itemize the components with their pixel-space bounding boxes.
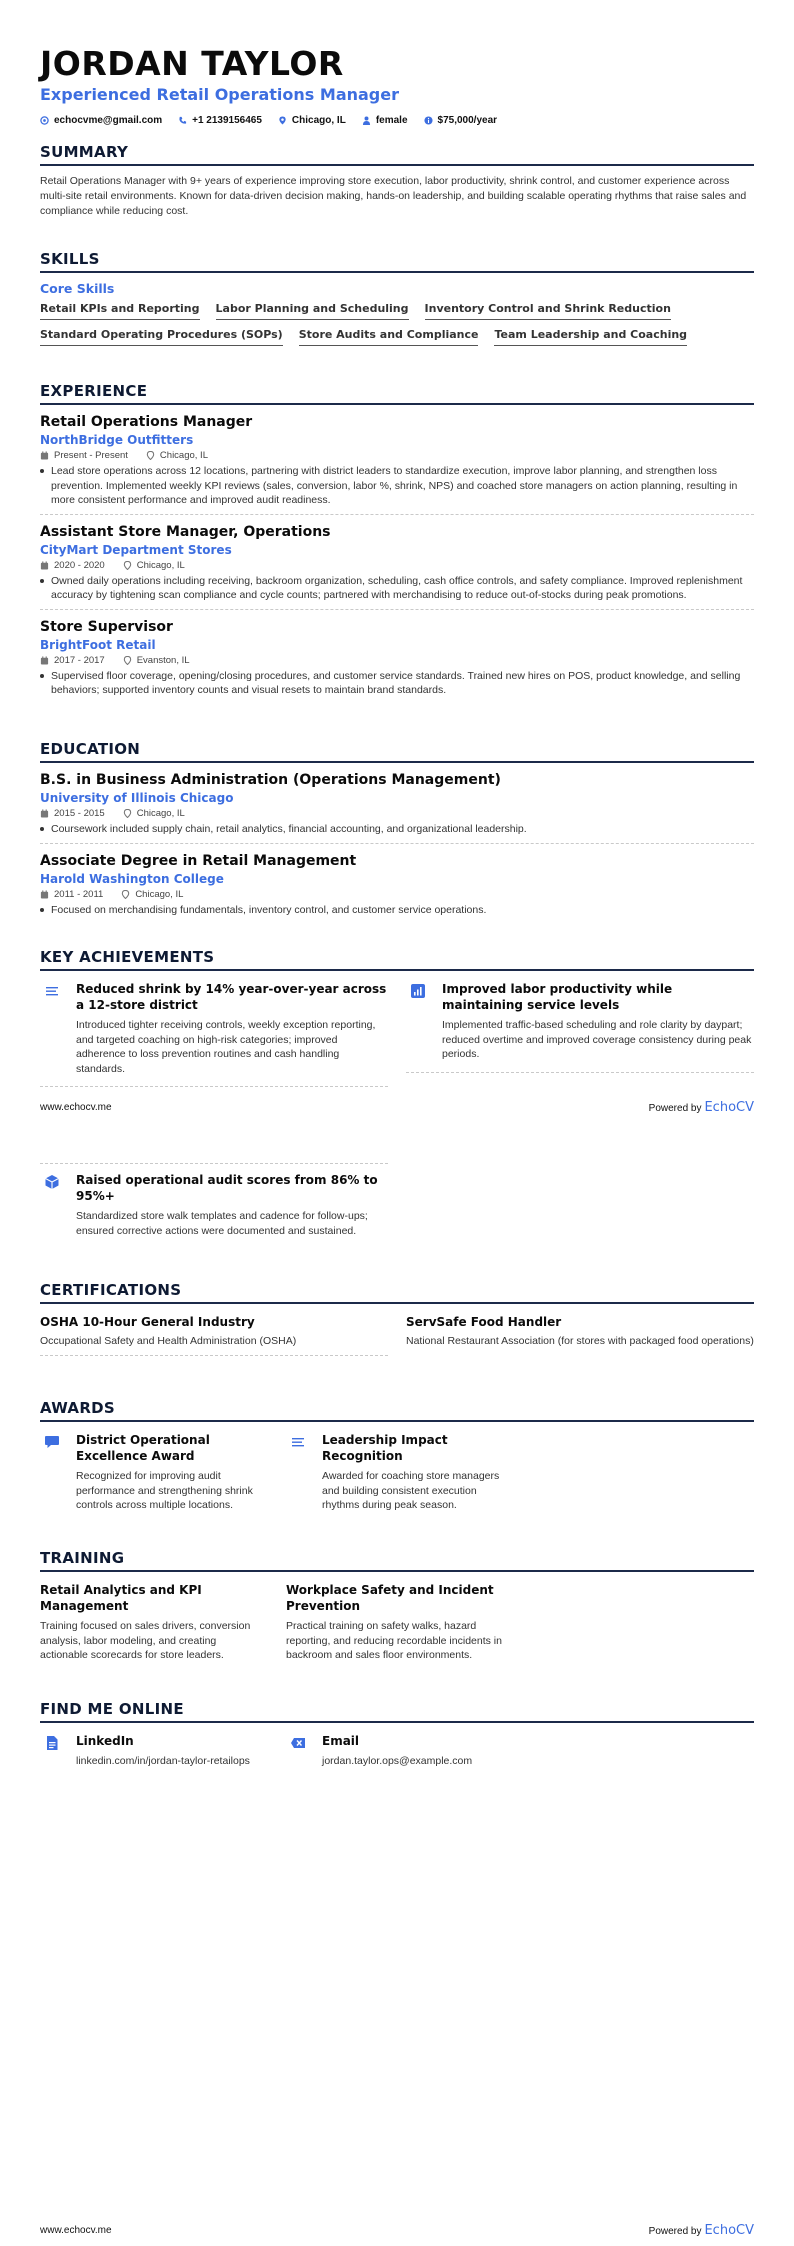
- contact-email-value: echocvme@gmail.com: [54, 114, 163, 126]
- achievement-title: Improved labor productivity while maintaining service levels: [442, 982, 673, 1012]
- summary-title: SUMMARY: [40, 143, 754, 166]
- contact-phone[interactable]: [178, 115, 262, 126]
- achievement-desc: Standardized store walk templates and cadence for follow-ups; ensured corrective actions were documented and sustained.: [76, 1210, 368, 1237]
- bar-chart-icon: [410, 983, 428, 1001]
- certification-title: ServSafe Food Handler: [406, 1315, 562, 1329]
- location-pin-icon: [278, 116, 287, 125]
- achievements-title: KEY ACHIEVEMENTS: [40, 948, 754, 971]
- achievement-item: [406, 981, 754, 1073]
- training-desc: Practical training on safety walks, hazard reporting, and reducing recordable incidents in backroom and sales floor environments.: [286, 1620, 502, 1661]
- online-grid: [40, 1733, 754, 1769]
- achievement-item: [40, 1163, 388, 1248]
- awards-grid: [40, 1432, 754, 1513]
- education-meta: [40, 808, 754, 819]
- job-bullet: Lead store operations across 12 locations, partnering with district leaders to standardize execution, improve labor planning, and strengthen loss prevention. Implemented weekly KPI reviews (sales, conversion, labor %, shrink, NPS) and coached store managers on action planning, resulting in more consistent performance and improved audit readiness.: [40, 464, 754, 508]
- education-title: EDUCATION: [40, 740, 754, 763]
- resume-page-2: [0, 1123, 794, 2246]
- skill-item: Retail KPIs and Reporting: [40, 302, 200, 320]
- contact-salary-value: $75,000/year: [437, 114, 498, 126]
- envelope-x-icon: [290, 1735, 308, 1753]
- achievement-desc: Implemented traffic-based scheduling and role clarity by daypart; reduced overtime and improved coverage consistency during peak periods.: [442, 1019, 752, 1060]
- achievements-grid: [40, 981, 754, 1087]
- contact-phone-value: +1 2139156465: [192, 114, 262, 126]
- job-meta: [40, 655, 754, 666]
- skill-item: Team Leadership and Coaching: [494, 328, 687, 346]
- education-location: Chicago, IL: [135, 888, 184, 900]
- powered-by: Powered by EchoCV: [648, 1100, 754, 1115]
- achievement-title: Raised operational audit scores from 86% to 95%+: [76, 1173, 378, 1203]
- job-meta: [40, 450, 754, 461]
- job-dates: Present - Present: [54, 450, 128, 461]
- summary-section: [40, 143, 754, 219]
- job-location: Evanston, IL: [136, 654, 190, 666]
- education-meta: [40, 889, 754, 900]
- experience-item: [40, 413, 754, 515]
- job-dates: 2017 - 2017: [54, 654, 105, 666]
- echocv-logo: EchoCV: [704, 2223, 754, 2238]
- award-item: [40, 1432, 266, 1513]
- achievements-section: [40, 948, 754, 1087]
- certifications-grid: [40, 1314, 754, 1356]
- footer-site-link[interactable]: www.echocv.me: [40, 1102, 112, 1113]
- page-footer: [40, 1100, 754, 1115]
- email-address[interactable]: jordan.taylor.ops@example.com: [322, 1755, 473, 1767]
- achievement-item: [40, 981, 388, 1087]
- training-title: TRAINING: [40, 1549, 754, 1572]
- person-icon: [362, 116, 371, 125]
- skill-item: Inventory Control and Shrink Reduction: [425, 302, 671, 320]
- certification-title: OSHA 10-Hour General Industry: [40, 1315, 255, 1329]
- at-icon: [40, 116, 49, 125]
- phone-icon: [178, 116, 187, 125]
- school: University of Illinois Chicago: [40, 791, 234, 805]
- job-role: Store Supervisor: [40, 618, 173, 635]
- online-section: [40, 1700, 754, 1769]
- online-item-linkedin[interactable]: [40, 1733, 266, 1769]
- award-desc: Awarded for coaching store managers and building consistent execution rhythms during peak season.: [322, 1470, 500, 1511]
- training-item: [286, 1582, 512, 1663]
- calendar-icon: [40, 656, 49, 665]
- header: [40, 44, 754, 128]
- online-label: LinkedIn: [76, 1734, 134, 1748]
- certification-issuer: Occupational Safety and Health Administration (OSHA): [40, 1335, 297, 1347]
- cube-icon: [44, 1174, 62, 1192]
- job-company: BrightFoot Retail: [40, 637, 156, 652]
- contact-gender: [362, 115, 408, 126]
- job-company: CityMart Department Stores: [40, 542, 232, 557]
- job-role: Retail Operations Manager: [40, 414, 253, 430]
- powered-by: Powered by EchoCV: [648, 2223, 754, 2238]
- training-item: [40, 1582, 266, 1663]
- award-desc: Recognized for improving audit performance and strengthening shrink controls across multiple locations.: [76, 1470, 253, 1511]
- education-dates: 2015 - 2015: [54, 808, 105, 819]
- experience-title: EXPERIENCE: [40, 382, 754, 405]
- info-icon: [424, 116, 433, 125]
- education-item: [40, 852, 754, 924]
- lines-icon: [290, 1434, 308, 1452]
- calendar-icon: [40, 809, 49, 818]
- skills-title: SKILLS: [40, 250, 754, 273]
- training-grid: [40, 1582, 754, 1663]
- education-bullet: Coursework included supply chain, retail analytics, financial accounting, and organizational leadership.: [40, 822, 754, 837]
- job-role: Assistant Store Manager, Operations: [40, 523, 331, 540]
- contact-salary: [424, 115, 498, 126]
- calendar-icon: [40, 890, 49, 899]
- certification-issuer: National Restaurant Association (for stores with packaged food operations): [406, 1335, 754, 1347]
- lines-icon: [44, 983, 62, 1001]
- training-title: Workplace Safety and Incident Prevention: [286, 1583, 494, 1613]
- online-item-email[interactable]: [286, 1733, 512, 1769]
- calendar-icon: [40, 561, 49, 570]
- award-title: District Operational Excellence Award: [76, 1433, 210, 1463]
- education-dates: 2011 - 2011: [54, 888, 104, 900]
- skills-group-title: Core Skills: [40, 281, 115, 296]
- job-dates: 2020 - 2020: [54, 559, 105, 571]
- skill-item: Labor Planning and Scheduling: [216, 302, 409, 320]
- experience-section: [40, 382, 754, 704]
- education-bullet: Focused on merchandising fundamentals, inventory control, and customer service operations.: [40, 903, 754, 918]
- contact-location-value: Chicago, IL: [291, 114, 346, 126]
- achievement-title: Reduced shrink by 14% year-over-year across a 12-store district: [76, 982, 387, 1012]
- footer-site-link[interactable]: www.echocv.me: [40, 2225, 112, 2236]
- achievement-desc: Introduced tighter receiving controls, weekly exception reporting, and targeted coaching on high-risk categories; improved adherence to loss prevention routines and cash handling standards.: [76, 1019, 376, 1075]
- certification-item: [40, 1314, 388, 1356]
- awards-section: [40, 1399, 754, 1513]
- school: Harold Washington College: [40, 871, 224, 886]
- location-pin-icon: [123, 656, 132, 665]
- candidate-headline: Experienced Retail Operations Manager: [40, 85, 399, 104]
- degree: B.S. in Business Administration (Operations Management): [40, 772, 501, 788]
- training-desc: Training focused on sales drivers, conversion analysis, labor modeling, and creating actionable scorecards for store leaders.: [40, 1620, 251, 1661]
- skills-section: [40, 250, 754, 346]
- skills-list: [40, 302, 754, 346]
- speech-bubble-icon: [44, 1434, 62, 1452]
- job-meta: [40, 560, 754, 571]
- online-label: Email: [322, 1734, 360, 1748]
- award-item: [286, 1432, 512, 1513]
- location-pin-icon: [146, 451, 155, 460]
- summary-text: Retail Operations Manager with 9+ years of experience improving store execution, labor productivity, shrink control, and customer experience across multi-site retail environments. Known for data-driven decision making, hands-on leadership, and building scalable operating rhythms that raise sales and compliance while reducing cost.: [40, 175, 747, 217]
- experience-item: [40, 523, 754, 610]
- job-location: Chicago, IL: [136, 559, 185, 571]
- award-title: Leadership Impact Recognition: [322, 1433, 448, 1463]
- education-section: [40, 740, 754, 923]
- achievements-continued: [40, 1163, 754, 1248]
- candidate-name: JORDAN TAYLOR: [40, 44, 344, 83]
- skill-item: Standard Operating Procedures (SOPs): [40, 328, 283, 346]
- linkedin-url[interactable]: linkedin.com/in/jordan-taylor-retailops: [76, 1755, 250, 1767]
- education-location: Chicago, IL: [136, 808, 185, 819]
- experience-item: [40, 618, 754, 704]
- certification-item: [406, 1314, 754, 1356]
- contact-location: [278, 115, 346, 126]
- job-company: NorthBridge Outfitters: [40, 433, 194, 447]
- page-footer: [40, 2223, 754, 2238]
- job-location: Chicago, IL: [159, 450, 208, 461]
- certifications-section: [40, 1281, 754, 1356]
- certifications-title: CERTIFICATIONS: [40, 1281, 754, 1304]
- job-bullet: Supervised floor coverage, opening/closing procedures, and customer service standards. Trained new hires on POS, product knowledge, and selling behaviors; supported inventory counts and visual resets to maintain brand standards.: [40, 669, 754, 698]
- calendar-icon: [40, 451, 49, 460]
- skill-item: Store Audits and Compliance: [299, 328, 479, 346]
- contact-gender-value: female: [375, 114, 408, 126]
- location-pin-icon: [123, 809, 132, 818]
- location-pin-icon: [121, 890, 130, 899]
- document-icon: [44, 1735, 62, 1753]
- contact-row: [40, 112, 754, 128]
- location-pin-icon: [123, 561, 132, 570]
- training-section: [40, 1549, 754, 1663]
- training-title: Retail Analytics and KPI Management: [40, 1583, 202, 1613]
- education-item: [40, 771, 754, 844]
- echocv-logo: EchoCV: [704, 1100, 754, 1115]
- degree: Associate Degree in Retail Management: [40, 852, 357, 869]
- contact-email[interactable]: [40, 115, 162, 126]
- awards-title: AWARDS: [40, 1399, 754, 1422]
- online-title: FIND ME ONLINE: [40, 1700, 754, 1723]
- job-bullet: Owned daily operations including receiving, backroom organization, scheduling, cash office controls, and safety compliance. Improved replenishment accuracy by tightening scan compliance and cycle counts; partnered with merchandising to reduce out-of-stocks during peak promotions.: [40, 574, 754, 603]
